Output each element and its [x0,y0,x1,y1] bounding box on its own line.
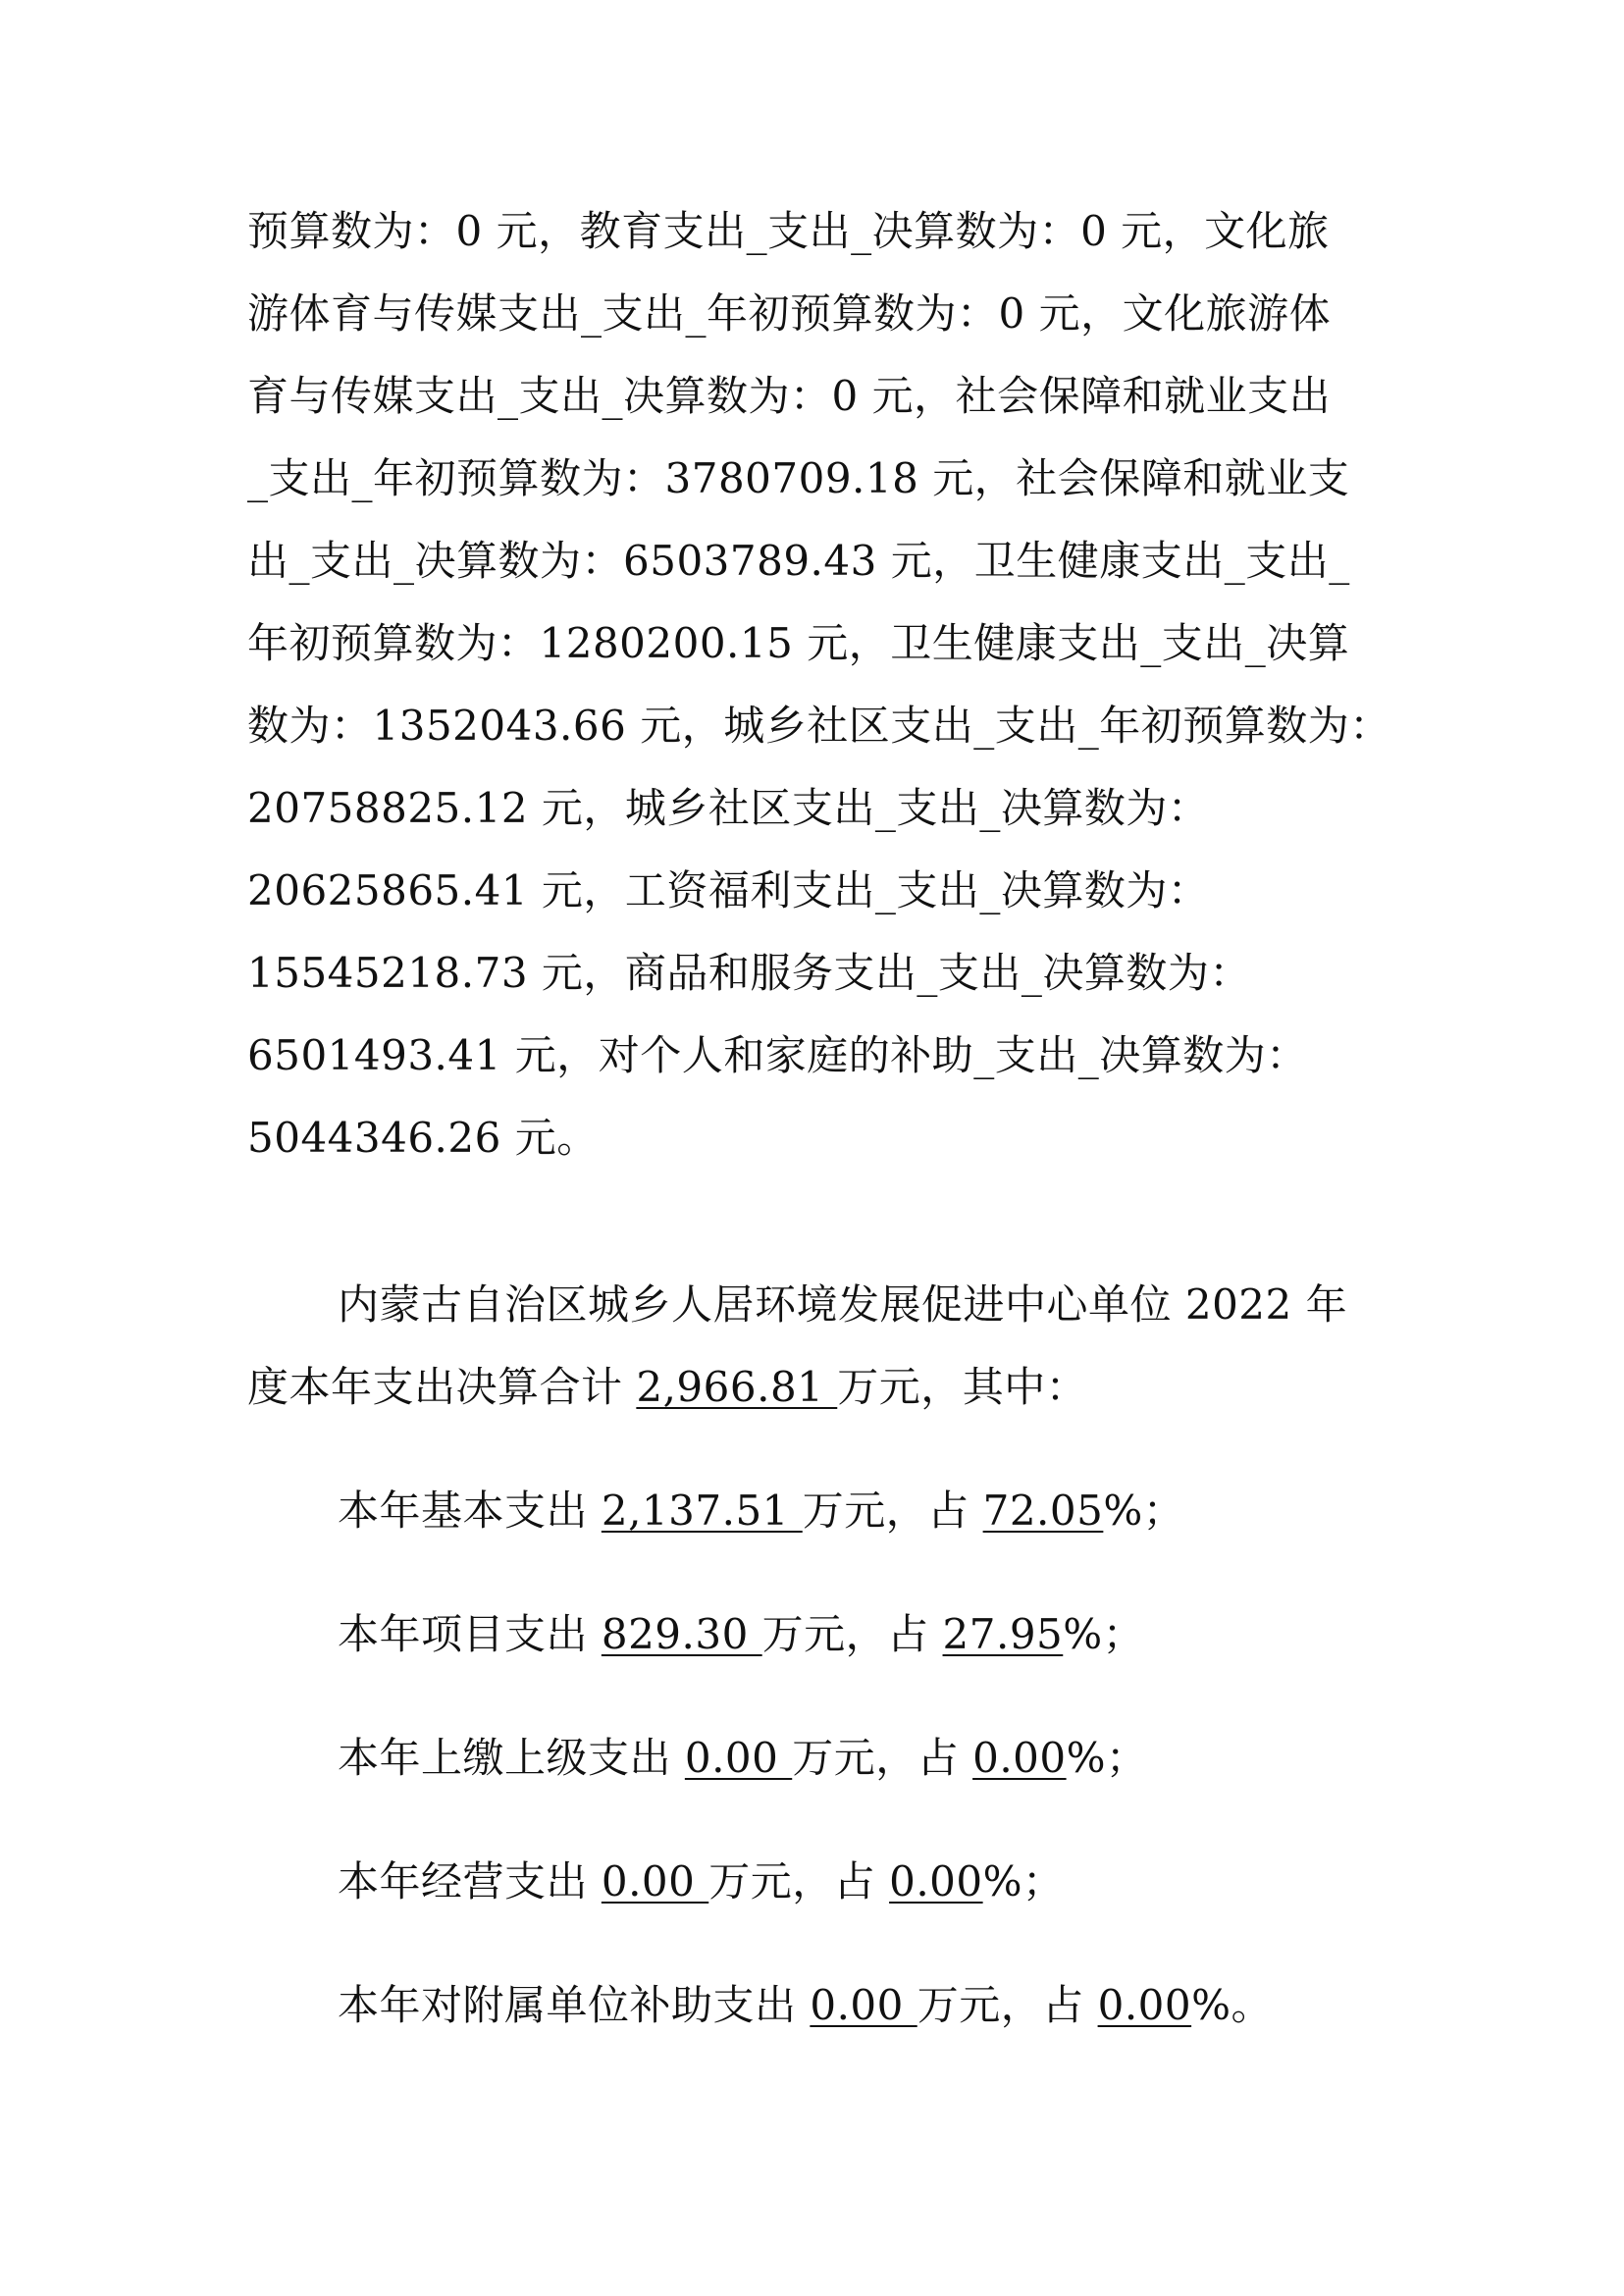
summary-line-1: 内蒙古自治区城乡人居环境发展促进中心单位 2022 年 [338,1280,1348,1329]
paragraph-line: 5044346.26 元。 [247,1114,599,1162]
item-label: 本年上缴上级支出 [338,1734,685,1782]
item-unit: 万元，占 [761,1610,943,1658]
expense-item-operation [338,1854,1065,1909]
expense-item-remit [338,1731,1148,1786]
expense-item-subsidy [338,1978,1273,2033]
item-percent: 72.05 [982,1487,1104,1535]
paragraph-line: 15545218.73 元，商品和服务支出_支出_决算数为： [247,949,1251,997]
summary-prefix: 度本年支出决算合计 [247,1363,637,1411]
paragraph-line: 出_支出_决算数为：6503789.43 元，卫生健康支出_支出_ [247,537,1350,585]
item-amount: 2,137.51 [601,1487,803,1535]
summary-line-2 [247,1360,1087,1415]
paragraph-line: 预算数为：0 元，教育支出_支出_决算数为：0 元，文化旅 [247,207,1330,255]
paragraph-line: 数为：1352043.66 元，城乡社区支出_支出_年初预算数为： [247,702,1391,750]
item-unit: 万元，占 [792,1734,973,1782]
item-end: %； [982,1857,1065,1905]
item-label: 本年对附属单位补助支出 [338,1981,811,2029]
item-amount: 0.00 [601,1857,709,1905]
item-unit: 万元，占 [708,1857,890,1905]
item-percent: 0.00 [972,1734,1067,1782]
paragraph-line: 6501493.41 元，对个人和家庭的补助_支出_决算数为： [247,1031,1308,1079]
paragraph-line: 游体育与传媒支出_支出_年初预算数为：0 元，文化旅游体 [247,289,1332,338]
item-amount: 829.30 [601,1610,762,1658]
paragraph-line: 20625865.41 元，工资福利支出_支出_决算数为： [247,866,1210,914]
total-amount: 2,966.81 [636,1363,838,1411]
item-end: %； [1063,1610,1145,1658]
item-label: 本年基本支出 [338,1487,602,1535]
expense-item-basic [338,1484,1184,1539]
item-end: %； [1103,1487,1185,1535]
item-end: %； [1066,1734,1148,1782]
paragraph-line: 20758825.12 元，城乡社区支出_支出_决算数为： [247,784,1210,832]
item-percent: 27.95 [942,1610,1064,1658]
paragraph-line: 年初预算数为：1280200.15 元，卫生健康支出_支出_决算 [247,619,1350,667]
item-percent: 0.00 [889,1857,983,1905]
item-percent: 0.00 [1097,1981,1192,2029]
paragraph-line: _支出_年初预算数为：3780709.18 元，社会保障和就业支 [247,454,1350,502]
item-unit: 万元，占 [917,1981,1098,2029]
item-unit: 万元，占 [802,1487,983,1535]
item-amount: 0.00 [810,1981,917,2029]
summary-suffix: 万元，其中： [837,1363,1088,1411]
item-amount: 0.00 [684,1734,793,1782]
paragraph-line: 育与传媒支出_支出_决算数为：0 元，社会保障和就业支出 [247,372,1332,420]
item-end: %。 [1191,1981,1274,2029]
item-label: 本年经营支出 [338,1857,602,1905]
item-label: 本年项目支出 [338,1610,602,1658]
expense-item-project [338,1607,1144,1662]
